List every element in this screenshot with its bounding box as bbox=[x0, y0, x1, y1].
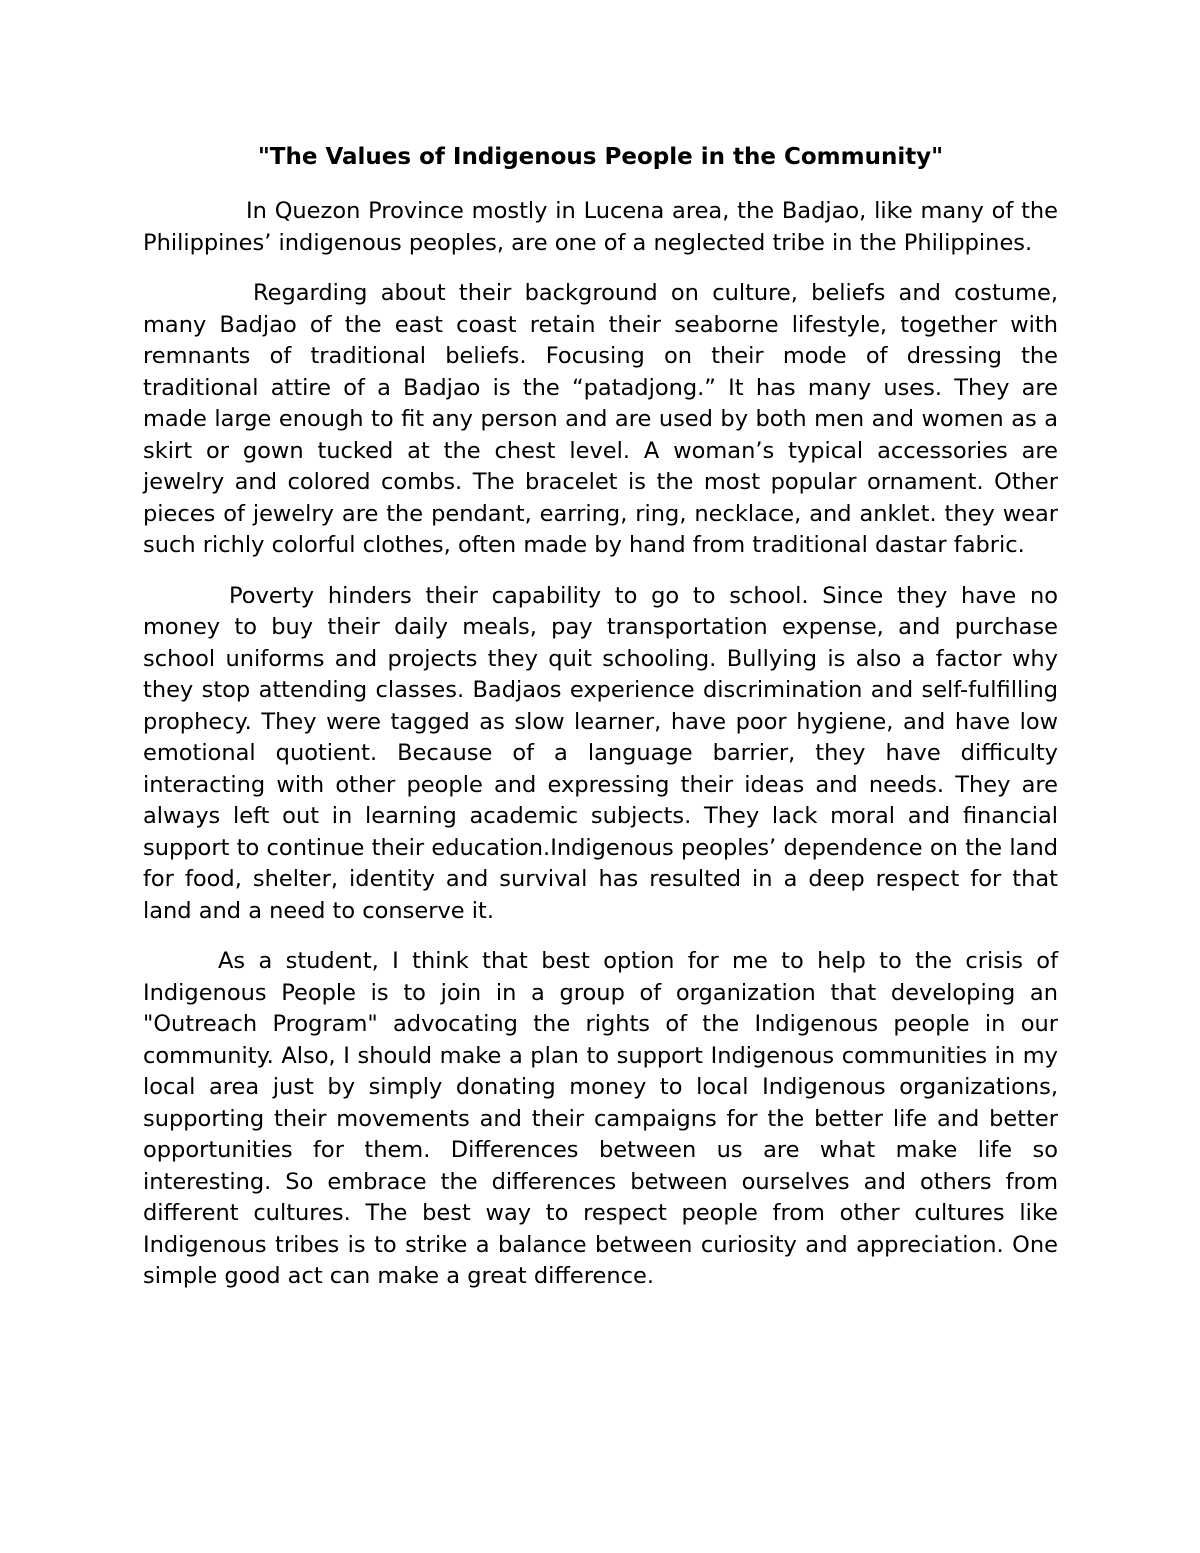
paragraph-student: As a student, I think that best option for me to help to the crisis of Indigenous People is to join in a group of organization that developing an "Outreach Program" advocating the rights of the Indigenous people in our community. Also, I should make a plan to support Indigenous communities in my local area just by simply donating money to local Indigenous organizations, supporting their movements and their campaigns for the better life and better opportunities for them. Differences between us are what make life so interesting. So embrace the differences between ourselves and others from different cultures. The best way to respect people from other cultures like Indigenous tribes is to strike a balance between curiosity and appreciation. One simple good act can make a great difference. bbox=[143, 948, 1058, 1289]
paragraph-poverty: Poverty hinders their capability to go to school. Since they have no money to buy their daily meals, pay transportation expense, and purchase school uniforms and projects they quit schooling. Bullying is also a factor why they stop attending classes. Badjaos experience discrimination and self-fulfilling prophecy. They were tagged as slow learner, have poor hygiene, and have low emotional quotient. Because of a language barrier, they have difficulty interacting with other people and expressing their ideas and needs. They are always left out in learning academic subjects. They lack moral and financial support to continue their education.Indigenous peoples’ dependence on the land for food, shelter, identity and survival has resulted in a deep respect for that land and a need to conserve it. bbox=[143, 582, 1058, 924]
paragraph-culture: Regarding about their background on culture, beliefs and costume, many Badjao of the east coast retain their seaborne lifestyle, together with remnants of traditional beliefs. Focusing on their mode of dressing the traditional attire of a Badjao is the “patadjong.” It has many uses. They are made large enough to fit any person and are used by both men and women as a skirt or gown tucked at the chest level. A woman’s typical accessories are jewelry and colored combs. The bracelet is the most popular ornament. Other pieces of jewelry are the pendant, earring, ring, necklace, and anklet. they wear such richly colorful clothes, often made by hand from traditional dastar fabric. bbox=[143, 280, 1058, 558]
document-title: "The Values of Indigenous People in the Community" bbox=[257, 144, 944, 170]
paragraph-intro: In Quezon Province mostly in Lucena area, the Badjao, like many of the Philippines’ indigenous peoples, are one of a neglected tribe in the Philippines. bbox=[143, 198, 1058, 256]
document-body bbox=[143, 140, 1058, 1312]
